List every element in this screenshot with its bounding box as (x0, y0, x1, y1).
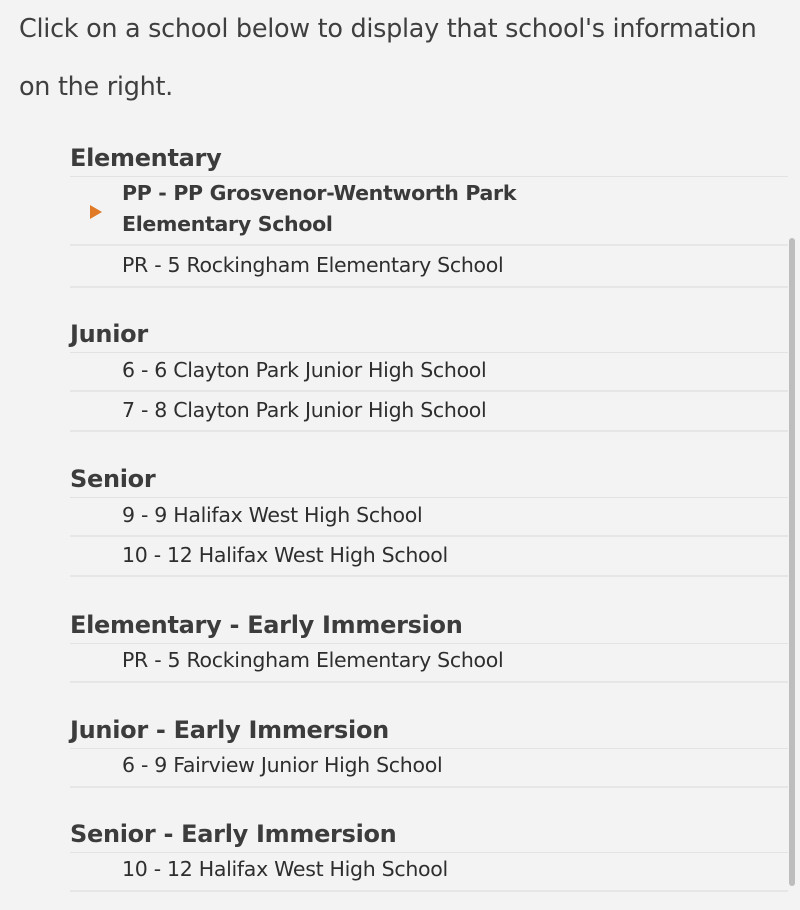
school-item-label: 9 - 9 Halifax West High School (122, 503, 423, 527)
selected-arrow-icon (90, 205, 102, 219)
school-item-label: PP - PP Grosvenor-Wentworth Park Elementary School (122, 181, 517, 236)
school-item-halifax-west-10-12[interactable] (70, 537, 788, 577)
group-title-senior-early-immersion: Senior - Early Immersion (70, 817, 788, 853)
school-item-label: 10 - 12 Halifax West High School (122, 543, 448, 567)
list-scrollbar[interactable] (789, 238, 795, 886)
school-item-rockingham[interactable] (70, 246, 788, 288)
school-item-grosvenor-wentworth-park[interactable] (70, 176, 788, 246)
school-item-label: 7 - 8 Clayton Park Junior High School (122, 398, 487, 422)
school-item-halifax-west-9[interactable] (70, 497, 788, 537)
group-title-junior: Junior (70, 317, 788, 353)
instructions-text: Click on a school below to display that school's information on the right. (19, 14, 757, 102)
school-item-label: PR - 5 Rockingham Elementary School (122, 648, 504, 672)
school-item-label: 10 - 12 Halifax West High School (122, 857, 448, 881)
group-title-junior-early-immersion: Junior - Early Immersion (70, 713, 788, 749)
school-item-fairview[interactable] (70, 748, 788, 788)
school-list (70, 138, 788, 910)
school-item-label: 6 - 6 Clayton Park Junior High School (122, 358, 487, 382)
group-title-elementary-early-immersion: Elementary - Early Immersion (70, 608, 788, 644)
school-item-clayton-park-7-8[interactable] (70, 392, 788, 432)
school-item-halifax-west-immersion[interactable] (70, 852, 788, 892)
school-item-label: 6 - 9 Fairview Junior High School (122, 753, 443, 777)
school-item-rockingham-immersion[interactable] (70, 643, 788, 683)
school-item-label: PR - 5 Rockingham Elementary School (122, 253, 504, 277)
group-title-elementary: Elementary (70, 141, 788, 177)
school-item-clayton-park-6[interactable] (70, 352, 788, 392)
group-title-senior: Senior (70, 462, 788, 498)
